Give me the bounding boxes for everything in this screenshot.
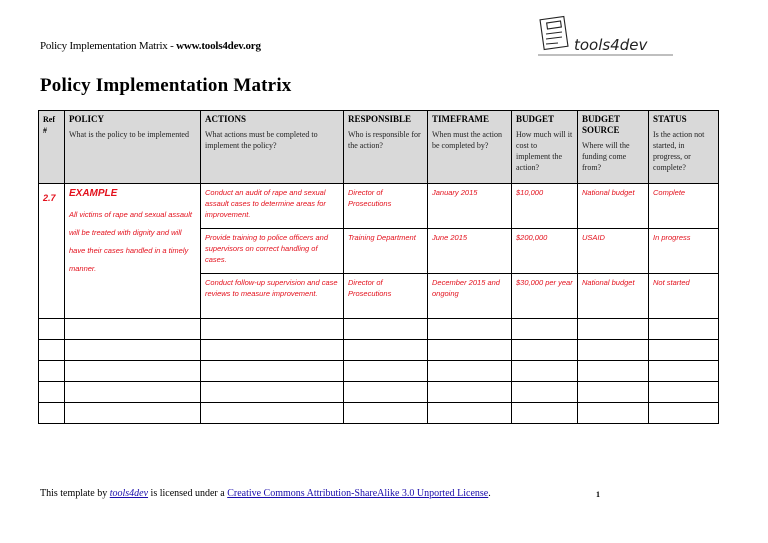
empty-cell[interactable] [39,361,65,382]
notepad-icon [540,16,568,49]
empty-cell[interactable] [578,403,649,424]
example-policy-text: All victims of rape and sexual assault will be treated with dignity and will have their cases handled in a timely manner. [69,210,192,273]
budget-cell[interactable]: $30,000 per year [512,274,578,319]
empty-cell[interactable] [65,361,201,382]
empty-cell[interactable] [578,382,649,403]
example-ref: 2.7 [43,193,56,203]
col-header-budget-source: BUDGET SOURCE Where will the funding come from? [578,111,649,184]
license-footer [40,488,491,499]
empty-cell[interactable] [512,340,578,361]
empty-cell[interactable] [428,403,512,424]
page-title: Policy Implementation Matrix [40,75,292,96]
empty-cell[interactable] [428,319,512,340]
col-header-ref: Ref # [39,111,65,184]
action-cell[interactable]: Conduct follow-up supervision and case reviews to measure improvement. [201,274,344,319]
budget-cell[interactable]: $10,000 [512,184,578,229]
tools4dev-link[interactable]: tools4dev [109,488,149,499]
empty-cell[interactable] [512,403,578,424]
col-header-status: STATUS Is the action not started, in progress, or complete? [649,111,719,184]
timeframe-cell[interactable]: January 2015 [428,184,512,229]
empty-cell[interactable] [344,403,428,424]
policy-matrix-table [38,110,719,424]
footer-text: This template by [40,488,110,499]
empty-cell[interactable] [428,340,512,361]
empty-cell[interactable] [512,319,578,340]
empty-table-row [39,340,719,361]
empty-cell[interactable] [65,382,201,403]
action-cell[interactable]: Provide training to police officers and supervisors on correct handling of cases. [201,229,344,274]
example-label: EXAMPLE [69,188,118,199]
empty-cell[interactable] [344,319,428,340]
logo-text: tools4dev [574,36,648,54]
empty-cell[interactable] [39,382,65,403]
col-header-timeframe: TIMEFRAME When must the action be completed by? [428,111,512,184]
empty-cell[interactable] [39,319,65,340]
tools4dev-logo [538,14,673,60]
responsible-cell[interactable]: Training Department [344,229,428,274]
responsible-cell[interactable]: Director of Prosecutions [344,274,428,319]
empty-cell[interactable] [512,382,578,403]
empty-cell[interactable] [649,361,719,382]
empty-cell[interactable] [65,403,201,424]
budget-source-cell[interactable]: National budget [578,184,649,229]
example-ref-cell[interactable] [39,184,65,319]
empty-cell[interactable] [512,361,578,382]
status-cell[interactable]: Complete [649,184,719,229]
license-link[interactable]: Creative Commons Attribution-ShareAlike 3.0 Unported License [227,488,489,499]
page-header [40,40,261,52]
timeframe-cell[interactable]: June 2015 [428,229,512,274]
empty-cell[interactable] [428,361,512,382]
col-header-actions: ACTIONS What actions must be completed to implement the policy? [201,111,344,184]
col-header-policy: POLICY What is the policy to be implemented [65,111,201,184]
budget-source-cell[interactable]: National budget [578,274,649,319]
empty-cell[interactable] [201,382,344,403]
empty-cell[interactable] [65,340,201,361]
empty-cell[interactable] [578,340,649,361]
empty-cell[interactable] [201,403,344,424]
responsible-cell[interactable]: Director of Prosecutions [344,184,428,229]
footer-text: . [488,488,491,499]
action-cell[interactable]: Conduct an audit of rape and sexual assault cases to determine areas for improvement. [201,184,344,229]
empty-cell[interactable] [649,340,719,361]
empty-table-row [39,361,719,382]
col-header-budget: BUDGET How much will it cost to implement the action? [512,111,578,184]
status-cell[interactable]: In progress [649,229,719,274]
table-row [39,184,719,229]
budget-source-cell[interactable]: USAID [578,229,649,274]
empty-cell[interactable] [578,319,649,340]
empty-cell[interactable] [578,361,649,382]
col-header-responsible: RESPONSIBLE Who is responsible for the action? [344,111,428,184]
footer-text: is licensed under a [148,488,228,499]
page-number: 1 [596,490,600,499]
empty-cell[interactable] [649,319,719,340]
empty-cell[interactable] [39,340,65,361]
empty-cell[interactable] [344,382,428,403]
empty-cell[interactable] [201,340,344,361]
empty-cell[interactable] [649,382,719,403]
status-cell[interactable]: Not started [649,274,719,319]
empty-cell[interactable] [428,382,512,403]
empty-cell[interactable] [201,319,344,340]
header-prefix: Policy Implementation Matrix - [40,40,177,52]
timeframe-cell[interactable]: December 2015 and ongoing [428,274,512,319]
table-header-row [39,111,719,184]
empty-cell[interactable] [649,403,719,424]
empty-cell[interactable] [344,340,428,361]
empty-table-row [39,319,719,340]
empty-cell[interactable] [65,319,201,340]
budget-cell[interactable]: $200,000 [512,229,578,274]
example-policy-cell[interactable] [65,184,201,319]
empty-table-row [39,382,719,403]
header-site: www.tools4dev.org [176,40,261,52]
empty-cell[interactable] [344,361,428,382]
empty-cell[interactable] [201,361,344,382]
empty-table-row [39,403,719,424]
empty-cell[interactable] [39,403,65,424]
